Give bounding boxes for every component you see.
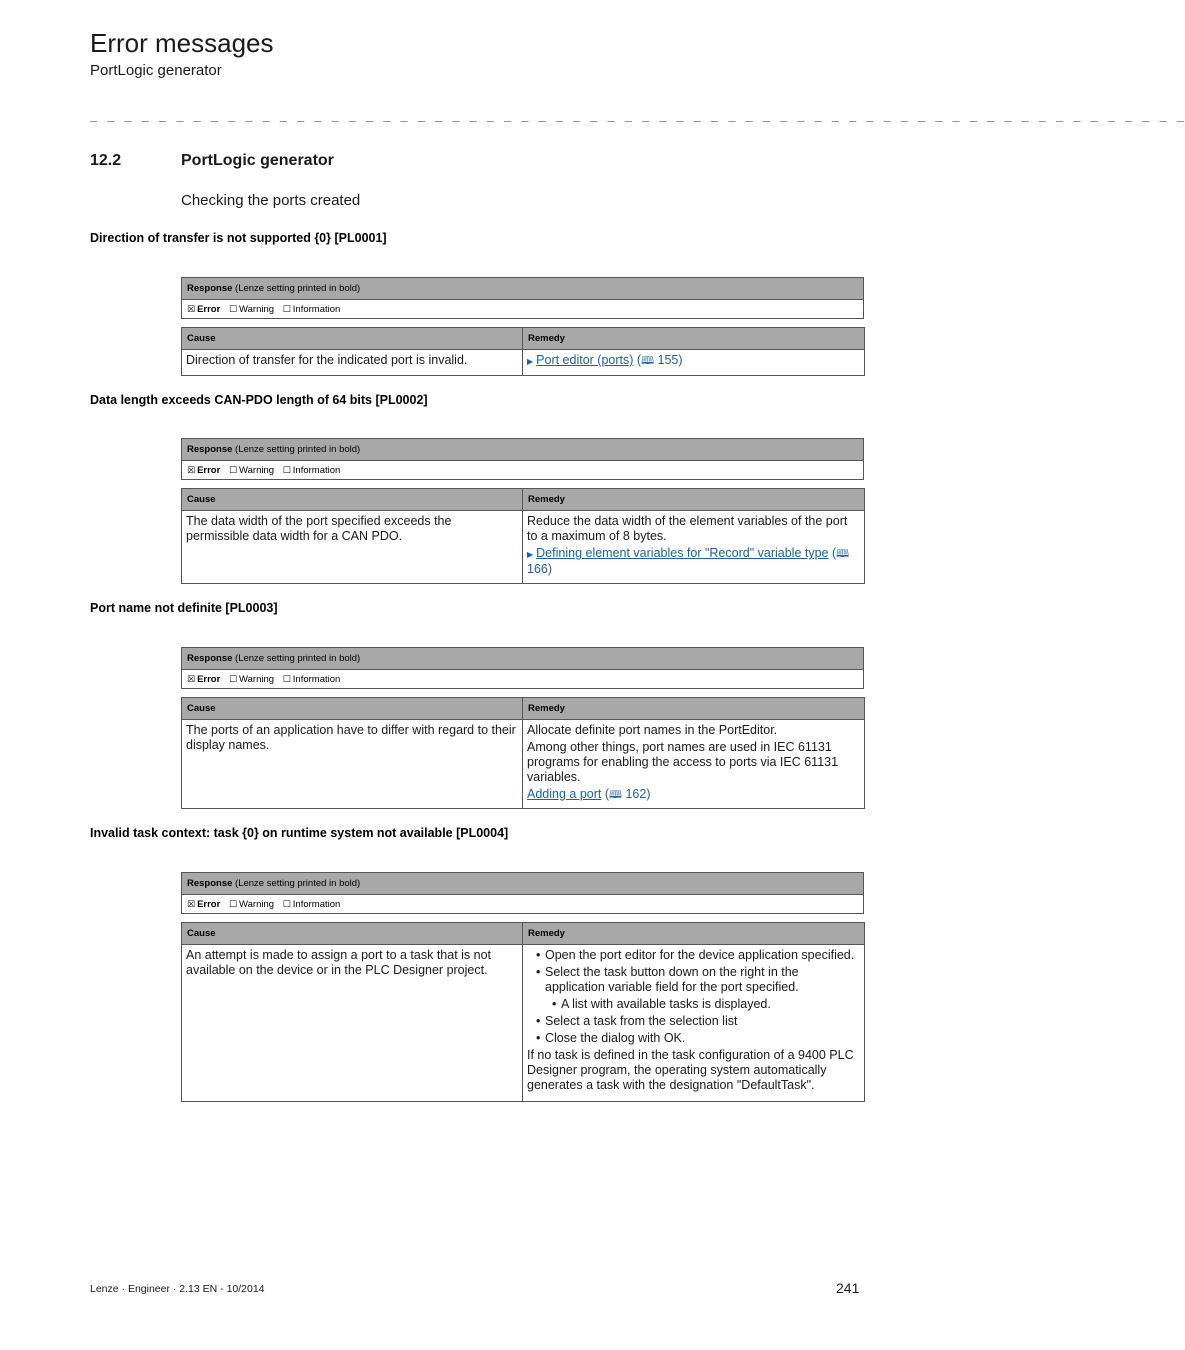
cause-cell: The ports of an application have to differ with regard to their display names. [182, 720, 523, 809]
response-table-pl0001 [181, 277, 864, 319]
cause-remedy-table-pl0002 [181, 488, 865, 584]
option-information: ☐ Information [282, 898, 341, 910]
response-header: Response (Lenze setting printed in bold) [182, 648, 864, 670]
remedy-header: Remedy [523, 698, 865, 720]
response-options [182, 895, 864, 914]
option-warning: ☐ Warning [228, 303, 275, 315]
list-item: • Select a task from the selection list [545, 1014, 860, 1029]
section-number: 12.2 [90, 152, 122, 169]
unchecked-box-icon: ☐ [282, 465, 291, 476]
remedy-cell [523, 945, 865, 1102]
remedy-cell [523, 350, 865, 376]
remedy-link[interactable]: ▶ Defining element variables for "Record" variable type (🕮 166) [527, 546, 850, 576]
response-options [182, 300, 864, 319]
list-item: • Select the task button down on the right in the application variable field for the port specified. • A list with available tasks is displayed. [545, 965, 860, 1012]
option-warning: ☐ Warning [228, 673, 275, 685]
section-intro: Checking the ports created [181, 192, 361, 209]
remedy-text: Reduce the data width of the element variables of the port to a maximum of 8 bytes. [527, 514, 848, 543]
page-title: Error messages [90, 28, 274, 58]
unchecked-box-icon: ☐ [228, 465, 238, 476]
book-icon: 🕮 [836, 547, 850, 560]
cause-cell: The data width of the port specified exceeds the permissible data width for a CAN PDO. [182, 511, 523, 584]
remedy-text: Allocate definite port names in the PortEditor. [527, 723, 778, 737]
message-heading-pl0002: Data length exceeds CAN-PDO length of 64 bits [PL0002] [90, 393, 428, 407]
response-options [182, 670, 864, 689]
cause-remedy-table-pl0001 [181, 327, 865, 376]
response-table-pl0002 [181, 438, 864, 480]
dashed-separator: _ _ _ _ _ _ _ _ _ _ _ _ _ _ _ _ _ _ _ _ _ _ _ _ _ _ _ _ _ _ _ _ _ _ _ _ _ _ _ _ _ _ _ _ _ _ _ _ _ _ _ _ _ _ _ _ _ _ _ _ _ _ _ _ [90, 108, 1185, 122]
response-header: Response (Lenze setting printed in bold) [182, 873, 864, 895]
remedy-text: If no task is defined in the task configuration of a 9400 PLC Designer program, the operating system automatically generates a task with the designation "DefaultTask". [527, 1048, 854, 1092]
option-information: ☐ Information [282, 464, 341, 476]
checked-box-icon: ☒ [187, 674, 196, 685]
option-warning: ☐ Warning [228, 464, 275, 476]
unchecked-box-icon: ☐ [282, 899, 291, 910]
remedy-header: Remedy [523, 489, 865, 511]
cause-header: Cause [182, 489, 523, 511]
remedy-link[interactable]: Adding a port (🕮 162) [527, 787, 651, 801]
message-heading-pl0001: Direction of transfer is not supported {0} [PL0001] [90, 231, 387, 245]
response-table-pl0003 [181, 647, 864, 689]
checked-box-icon: ☒ [187, 304, 196, 315]
cause-remedy-table-pl0004 [181, 922, 865, 1102]
book-icon: 🕮 [609, 788, 622, 801]
message-heading-pl0003: Port name not definite [PL0003] [90, 601, 278, 615]
unchecked-box-icon: ☐ [282, 304, 291, 315]
unchecked-box-icon: ☐ [282, 674, 291, 685]
option-error: ☒ Error [187, 303, 221, 315]
footer-text: Lenze · Engineer · 2.13 EN - 10/2014 [90, 1283, 265, 1295]
page-number: 241 [836, 1280, 860, 1296]
cause-header: Cause [182, 328, 523, 350]
unchecked-box-icon: ☐ [228, 304, 238, 315]
checked-box-icon: ☒ [187, 899, 196, 910]
option-information: ☐ Information [282, 673, 341, 685]
option-error: ☒ Error [187, 464, 221, 476]
remedy-steps [527, 948, 860, 1046]
remedy-cell [523, 720, 865, 809]
option-error: ☒ Error [187, 673, 221, 685]
response-header: Response (Lenze setting printed in bold) [182, 278, 864, 300]
remedy-substeps [545, 997, 860, 1012]
remedy-header: Remedy [523, 923, 865, 945]
list-item: • Open the port editor for the device application specified. [545, 948, 860, 963]
triangle-right-icon: ▶ [527, 550, 534, 559]
option-information: ☐ Information [282, 303, 341, 315]
section-title: PortLogic generator [181, 152, 334, 169]
book-icon: 🕮 [641, 354, 655, 367]
option-warning: ☐ Warning [228, 898, 275, 910]
remedy-text: Among other things, port names are used in IEC 61131 programs for enabling the access to ports via IEC 61131 variables. [527, 740, 839, 784]
unchecked-box-icon: ☐ [228, 674, 238, 685]
remedy-cell [523, 511, 865, 584]
message-heading-pl0004: Invalid task context: task {0} on runtime system not available [PL0004] [90, 826, 509, 840]
checked-box-icon: ☒ [187, 465, 196, 476]
remedy-link[interactable]: ▶ Port editor (ports) (🕮 155) [527, 353, 683, 367]
response-options [182, 461, 864, 480]
cause-remedy-table-pl0003 [181, 697, 865, 809]
page-subtitle: PortLogic generator [90, 62, 222, 79]
response-table-pl0004 [181, 872, 864, 914]
cause-header: Cause [182, 698, 523, 720]
triangle-right-icon: ▶ [527, 357, 534, 366]
response-header: Response (Lenze setting printed in bold) [182, 439, 864, 461]
cause-cell: An attempt is made to assign a port to a task that is not available on the device or in the PLC Designer project. [182, 945, 523, 1102]
option-error: ☒ Error [187, 898, 221, 910]
unchecked-box-icon: ☐ [228, 899, 238, 910]
list-item: • Close the dialog with OK. [545, 1031, 860, 1046]
list-item: • A list with available tasks is displayed. [561, 997, 860, 1012]
remedy-header: Remedy [523, 328, 865, 350]
cause-header: Cause [182, 923, 523, 945]
cause-cell: Direction of transfer for the indicated port is invalid. [182, 350, 523, 376]
